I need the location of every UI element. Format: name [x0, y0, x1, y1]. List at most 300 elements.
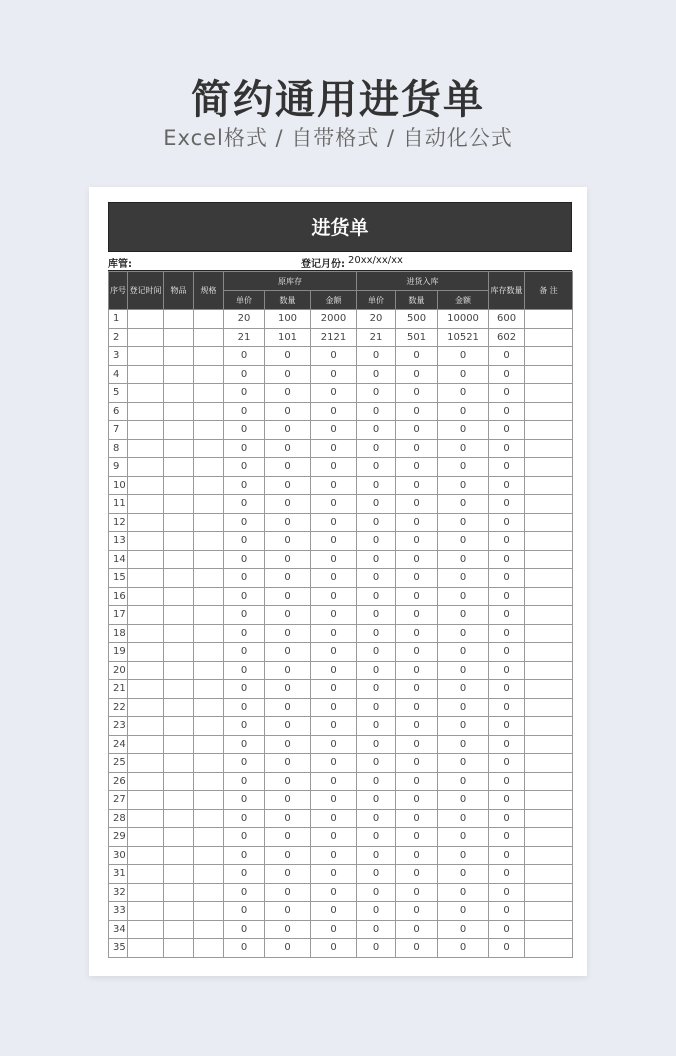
in-amount-cell: 0	[438, 402, 489, 421]
in-price-cell: 0	[357, 717, 396, 736]
table-row	[109, 698, 573, 717]
spec-cell	[194, 439, 224, 458]
in-qty-cell: 0	[396, 791, 438, 810]
in-amount-cell: 0	[438, 458, 489, 477]
spec-cell	[194, 569, 224, 588]
remark-cell	[525, 717, 573, 736]
date-cell	[128, 458, 164, 477]
orig-qty-cell: 0	[265, 883, 311, 902]
remark-cell	[525, 772, 573, 791]
remark-cell	[525, 328, 573, 347]
in-price-cell: 0	[357, 920, 396, 939]
table-row	[109, 754, 573, 773]
seq-cell: 25	[109, 754, 128, 773]
in-qty-cell: 0	[396, 513, 438, 532]
in-qty-cell: 0	[396, 421, 438, 440]
orig-price-cell: 20	[224, 310, 265, 329]
orig-price-cell: 0	[224, 347, 265, 366]
table-row	[109, 458, 573, 477]
date-cell	[128, 384, 164, 403]
orig-qty-cell: 0	[265, 569, 311, 588]
date-cell	[128, 883, 164, 902]
in-price-cell: 0	[357, 902, 396, 921]
in-qty-cell: 0	[396, 347, 438, 366]
in-price-cell: 0	[357, 883, 396, 902]
page-title: 简约通用进货单	[191, 77, 485, 123]
stock-qty-cell: 0	[489, 680, 525, 699]
in-price-cell: 0	[357, 439, 396, 458]
orig-price-cell: 0	[224, 735, 265, 754]
in-price-cell: 0	[357, 513, 396, 532]
item-cell	[164, 661, 194, 680]
in-price-cell: 0	[357, 532, 396, 551]
in-price-cell: 0	[357, 846, 396, 865]
remark-cell	[525, 698, 573, 717]
orig-amount-cell: 0	[311, 347, 357, 366]
sheet-info-row	[108, 252, 572, 271]
remark-cell	[525, 735, 573, 754]
remark-cell	[525, 754, 573, 773]
manager-label: 库管:	[108, 259, 132, 270]
in-amount-cell: 0	[438, 476, 489, 495]
orig-amount-cell: 0	[311, 791, 357, 810]
remark-cell	[525, 587, 573, 606]
col-header-unit-price: 单价	[357, 291, 396, 310]
remark-cell	[525, 458, 573, 477]
orig-amount-cell: 0	[311, 587, 357, 606]
in-price-cell: 0	[357, 698, 396, 717]
spec-cell	[194, 402, 224, 421]
orig-price-cell: 0	[224, 532, 265, 551]
orig-qty-cell: 0	[265, 772, 311, 791]
orig-price-cell: 0	[224, 791, 265, 810]
seq-cell: 22	[109, 698, 128, 717]
date-cell	[128, 310, 164, 329]
spec-cell	[194, 495, 224, 514]
date-cell	[128, 347, 164, 366]
in-price-cell: 0	[357, 643, 396, 662]
in-amount-cell: 0	[438, 754, 489, 773]
orig-qty-cell: 0	[265, 902, 311, 921]
orig-price-cell: 0	[224, 439, 265, 458]
stock-qty-cell: 0	[489, 939, 525, 958]
table-row	[109, 606, 573, 625]
spec-cell	[194, 920, 224, 939]
stock-qty-cell: 0	[489, 624, 525, 643]
date-cell	[128, 865, 164, 884]
in-qty-cell: 0	[396, 902, 438, 921]
col-header-incoming: 进货入库	[357, 272, 489, 291]
table-row	[109, 550, 573, 569]
in-amount-cell: 0	[438, 920, 489, 939]
col-header-unit-price: 单价	[224, 291, 265, 310]
remark-cell	[525, 532, 573, 551]
item-cell	[164, 402, 194, 421]
table-row	[109, 902, 573, 921]
orig-amount-cell: 0	[311, 698, 357, 717]
in-price-cell: 0	[357, 495, 396, 514]
orig-price-cell: 0	[224, 606, 265, 625]
orig-qty-cell: 0	[265, 402, 311, 421]
remark-cell	[525, 902, 573, 921]
in-amount-cell: 0	[438, 883, 489, 902]
spec-cell	[194, 846, 224, 865]
orig-qty-cell: 0	[265, 939, 311, 958]
orig-amount-cell: 0	[311, 680, 357, 699]
item-cell	[164, 754, 194, 773]
stock-qty-cell: 0	[489, 661, 525, 680]
item-cell	[164, 920, 194, 939]
date-cell	[128, 772, 164, 791]
orig-price-cell: 0	[224, 680, 265, 699]
orig-amount-cell: 0	[311, 902, 357, 921]
in-price-cell: 0	[357, 828, 396, 847]
seq-cell: 26	[109, 772, 128, 791]
in-price-cell: 0	[357, 402, 396, 421]
date-cell	[128, 735, 164, 754]
orig-price-cell: 0	[224, 939, 265, 958]
table-row	[109, 513, 573, 532]
in-amount-cell: 0	[438, 809, 489, 828]
sheet-title: 进货单	[108, 202, 572, 252]
date-cell	[128, 698, 164, 717]
orig-price-cell: 0	[224, 458, 265, 477]
in-price-cell: 0	[357, 735, 396, 754]
stock-qty-cell: 0	[489, 347, 525, 366]
orig-price-cell: 0	[224, 421, 265, 440]
item-cell	[164, 347, 194, 366]
item-cell	[164, 698, 194, 717]
remark-cell	[525, 680, 573, 699]
stock-qty-cell: 0	[489, 902, 525, 921]
in-qty-cell: 0	[396, 439, 438, 458]
date-cell	[128, 809, 164, 828]
orig-amount-cell: 0	[311, 532, 357, 551]
date-cell	[128, 365, 164, 384]
table-row	[109, 347, 573, 366]
orig-qty-cell: 0	[265, 661, 311, 680]
orig-price-cell: 0	[224, 809, 265, 828]
remark-cell	[525, 495, 573, 514]
orig-amount-cell: 0	[311, 421, 357, 440]
orig-qty-cell: 100	[265, 310, 311, 329]
seq-cell: 30	[109, 846, 128, 865]
table-row	[109, 624, 573, 643]
col-header-orig-stock: 原库存	[224, 272, 357, 291]
in-amount-cell: 0	[438, 495, 489, 514]
seq-cell: 16	[109, 587, 128, 606]
item-cell	[164, 569, 194, 588]
orig-qty-cell: 0	[265, 865, 311, 884]
date-cell	[128, 680, 164, 699]
col-header-stock-qty: 库存数量	[489, 272, 525, 310]
remark-cell	[525, 550, 573, 569]
spec-cell	[194, 809, 224, 828]
remark-cell	[525, 439, 573, 458]
stock-qty-cell: 602	[489, 328, 525, 347]
orig-amount-cell: 2000	[311, 310, 357, 329]
orig-price-cell: 0	[224, 754, 265, 773]
stock-qty-cell: 0	[489, 809, 525, 828]
spec-cell	[194, 384, 224, 403]
item-cell	[164, 680, 194, 699]
month-value: 20xx/xx/xx	[348, 255, 403, 266]
orig-price-cell: 21	[224, 328, 265, 347]
seq-cell: 32	[109, 883, 128, 902]
orig-amount-cell: 0	[311, 809, 357, 828]
orig-qty-cell: 0	[265, 680, 311, 699]
remark-cell	[525, 846, 573, 865]
seq-cell: 33	[109, 902, 128, 921]
orig-amount-cell: 0	[311, 846, 357, 865]
orig-qty-cell: 0	[265, 365, 311, 384]
item-cell	[164, 310, 194, 329]
spec-cell	[194, 310, 224, 329]
seq-cell: 34	[109, 920, 128, 939]
col-header-qty: 数量	[265, 291, 311, 310]
in-price-cell: 0	[357, 365, 396, 384]
date-cell	[128, 587, 164, 606]
orig-price-cell: 0	[224, 846, 265, 865]
date-cell	[128, 328, 164, 347]
stock-qty-cell: 0	[489, 754, 525, 773]
table-row	[109, 421, 573, 440]
stock-qty-cell: 0	[489, 828, 525, 847]
seq-cell: 4	[109, 365, 128, 384]
in-amount-cell: 0	[438, 587, 489, 606]
item-cell	[164, 939, 194, 958]
orig-qty-cell: 0	[265, 920, 311, 939]
stock-qty-cell: 0	[489, 458, 525, 477]
in-price-cell: 0	[357, 421, 396, 440]
seq-cell: 29	[109, 828, 128, 847]
table-row	[109, 828, 573, 847]
in-amount-cell: 0	[438, 365, 489, 384]
orig-amount-cell: 0	[311, 754, 357, 773]
table-body	[109, 310, 573, 958]
orig-amount-cell: 0	[311, 458, 357, 477]
item-cell	[164, 883, 194, 902]
seq-cell: 10	[109, 476, 128, 495]
in-amount-cell: 0	[438, 606, 489, 625]
orig-qty-cell: 0	[265, 384, 311, 403]
date-cell	[128, 550, 164, 569]
seq-cell: 8	[109, 439, 128, 458]
orig-qty-cell: 0	[265, 643, 311, 662]
item-cell	[164, 476, 194, 495]
orig-price-cell: 0	[224, 883, 265, 902]
orig-price-cell: 0	[224, 365, 265, 384]
remark-cell	[525, 809, 573, 828]
remark-cell	[525, 476, 573, 495]
stock-qty-cell: 0	[489, 495, 525, 514]
seq-cell: 24	[109, 735, 128, 754]
orig-price-cell: 0	[224, 643, 265, 662]
seq-cell: 23	[109, 717, 128, 736]
orig-qty-cell: 0	[265, 828, 311, 847]
item-cell	[164, 421, 194, 440]
date-cell	[128, 495, 164, 514]
seq-cell: 27	[109, 791, 128, 810]
in-qty-cell: 0	[396, 458, 438, 477]
date-cell	[128, 532, 164, 551]
orig-qty-cell: 0	[265, 735, 311, 754]
remark-cell	[525, 421, 573, 440]
orig-amount-cell: 0	[311, 717, 357, 736]
table-row	[109, 569, 573, 588]
in-price-cell: 0	[357, 550, 396, 569]
stock-qty-cell: 0	[489, 698, 525, 717]
table-row	[109, 680, 573, 699]
date-cell	[128, 846, 164, 865]
table-row	[109, 939, 573, 958]
stock-qty-cell: 0	[489, 587, 525, 606]
in-price-cell: 0	[357, 661, 396, 680]
orig-amount-cell: 0	[311, 606, 357, 625]
in-amount-cell: 0	[438, 717, 489, 736]
seq-cell: 5	[109, 384, 128, 403]
in-amount-cell: 0	[438, 902, 489, 921]
stock-qty-cell: 0	[489, 643, 525, 662]
in-amount-cell: 0	[438, 532, 489, 551]
date-cell	[128, 439, 164, 458]
table-row	[109, 791, 573, 810]
remark-cell	[525, 347, 573, 366]
spec-cell	[194, 865, 224, 884]
orig-price-cell: 0	[224, 624, 265, 643]
purchase-sheet	[108, 202, 572, 958]
orig-price-cell: 0	[224, 772, 265, 791]
orig-amount-cell: 0	[311, 384, 357, 403]
item-cell	[164, 643, 194, 662]
purchase-table	[108, 271, 573, 958]
in-amount-cell: 0	[438, 624, 489, 643]
seq-cell: 3	[109, 347, 128, 366]
date-cell	[128, 791, 164, 810]
orig-amount-cell: 0	[311, 402, 357, 421]
orig-amount-cell: 0	[311, 772, 357, 791]
in-qty-cell: 0	[396, 532, 438, 551]
seq-cell: 12	[109, 513, 128, 532]
in-qty-cell: 0	[396, 550, 438, 569]
remark-cell	[525, 865, 573, 884]
stock-qty-cell: 0	[489, 476, 525, 495]
in-qty-cell: 0	[396, 643, 438, 662]
item-cell	[164, 735, 194, 754]
orig-price-cell: 0	[224, 513, 265, 532]
in-qty-cell: 0	[396, 606, 438, 625]
table-row	[109, 809, 573, 828]
seq-cell: 9	[109, 458, 128, 477]
in-qty-cell: 0	[396, 865, 438, 884]
item-cell	[164, 513, 194, 532]
item-cell	[164, 606, 194, 625]
stock-qty-cell: 0	[489, 532, 525, 551]
spec-cell	[194, 902, 224, 921]
orig-price-cell: 0	[224, 569, 265, 588]
date-cell	[128, 513, 164, 532]
in-amount-cell: 0	[438, 735, 489, 754]
item-cell	[164, 809, 194, 828]
in-price-cell: 0	[357, 865, 396, 884]
spec-cell	[194, 550, 224, 569]
orig-qty-cell: 0	[265, 476, 311, 495]
orig-price-cell: 0	[224, 865, 265, 884]
item-cell	[164, 624, 194, 643]
remark-cell	[525, 643, 573, 662]
in-qty-cell: 0	[396, 587, 438, 606]
item-cell	[164, 902, 194, 921]
table-row	[109, 328, 573, 347]
in-price-cell: 0	[357, 754, 396, 773]
in-price-cell: 0	[357, 809, 396, 828]
in-price-cell: 0	[357, 939, 396, 958]
item-cell	[164, 365, 194, 384]
item-cell	[164, 791, 194, 810]
stock-qty-cell: 0	[489, 402, 525, 421]
date-cell	[128, 476, 164, 495]
orig-amount-cell: 0	[311, 883, 357, 902]
remark-cell	[525, 569, 573, 588]
in-amount-cell: 10000	[438, 310, 489, 329]
col-header-amount: 金额	[438, 291, 489, 310]
spec-cell	[194, 458, 224, 477]
date-cell	[128, 717, 164, 736]
date-cell	[128, 754, 164, 773]
in-qty-cell: 0	[396, 680, 438, 699]
orig-price-cell: 0	[224, 698, 265, 717]
in-price-cell: 0	[357, 791, 396, 810]
spec-cell	[194, 828, 224, 847]
in-amount-cell: 0	[438, 680, 489, 699]
stock-qty-cell: 0	[489, 365, 525, 384]
in-price-cell: 21	[357, 328, 396, 347]
orig-qty-cell: 0	[265, 550, 311, 569]
in-qty-cell: 0	[396, 384, 438, 403]
spec-cell	[194, 661, 224, 680]
item-cell	[164, 550, 194, 569]
spec-cell	[194, 587, 224, 606]
table-row	[109, 846, 573, 865]
in-amount-cell: 0	[438, 550, 489, 569]
spec-cell	[194, 698, 224, 717]
item-cell	[164, 328, 194, 347]
in-qty-cell: 0	[396, 920, 438, 939]
seq-cell: 7	[109, 421, 128, 440]
in-qty-cell: 0	[396, 717, 438, 736]
in-amount-cell: 0	[438, 643, 489, 662]
in-price-cell: 0	[357, 624, 396, 643]
orig-price-cell: 0	[224, 828, 265, 847]
seq-cell: 20	[109, 661, 128, 680]
orig-amount-cell: 0	[311, 735, 357, 754]
orig-amount-cell: 0	[311, 920, 357, 939]
remark-cell	[525, 939, 573, 958]
spec-cell	[194, 347, 224, 366]
orig-amount-cell: 0	[311, 661, 357, 680]
orig-price-cell: 0	[224, 717, 265, 736]
item-cell	[164, 846, 194, 865]
seq-cell: 28	[109, 809, 128, 828]
in-amount-cell: 10521	[438, 328, 489, 347]
in-amount-cell: 0	[438, 846, 489, 865]
orig-qty-cell: 0	[265, 754, 311, 773]
stock-qty-cell: 0	[489, 846, 525, 865]
date-cell	[128, 569, 164, 588]
col-header-date: 登记时间	[128, 272, 164, 310]
stock-qty-cell: 0	[489, 439, 525, 458]
remark-cell	[525, 606, 573, 625]
